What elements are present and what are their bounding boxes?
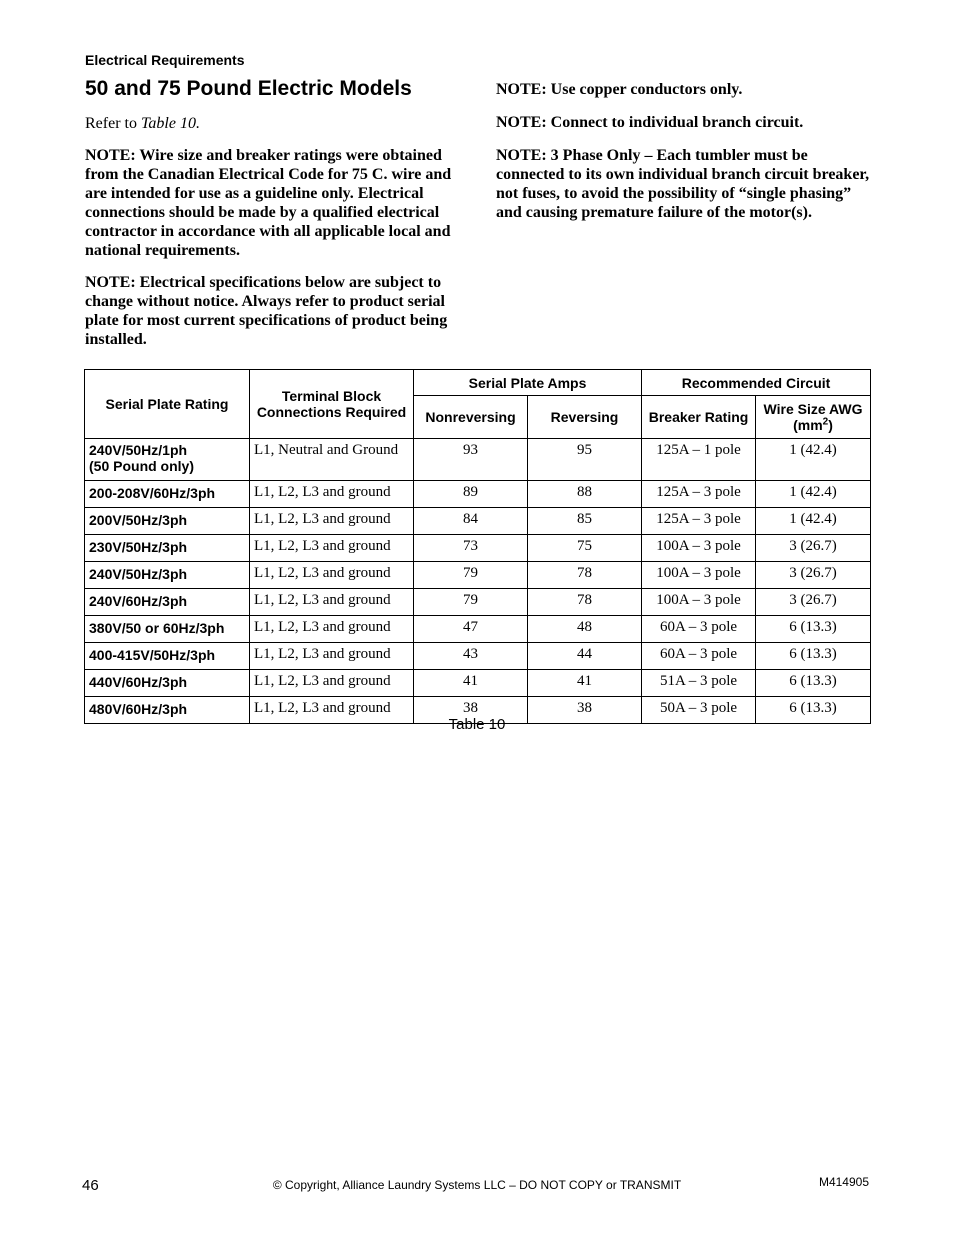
- nonreversing-cell: 89: [414, 481, 528, 508]
- breaker-rating-cell: 125A – 3 pole: [642, 481, 756, 508]
- table-row: [85, 562, 871, 589]
- reversing-cell: 41: [528, 670, 642, 697]
- terminal-block-cell: L1, L2, L3 and ground: [250, 643, 414, 670]
- terminal-block-cell: L1, L2, L3 and ground: [250, 562, 414, 589]
- copyright-notice: © Copyright, Alliance Laundry Systems LLC – DO NOT COPY or TRANSMIT: [272, 1178, 682, 1192]
- terminal-block-cell: L1, L2, L3 and ground: [250, 697, 414, 724]
- table-row: [85, 589, 871, 616]
- breaker-rating-cell: 51A – 3 pole: [642, 670, 756, 697]
- breaker-rating-cell: 125A – 3 pole: [642, 508, 756, 535]
- wire-size-superscript: 2: [822, 416, 829, 428]
- table-row: [85, 508, 871, 535]
- table-row: [85, 481, 871, 508]
- header-serial-plate-amps: Serial Plate Amps: [414, 370, 642, 396]
- wire-size-cell: 1 (42.4): [756, 439, 871, 481]
- nonreversing-cell: 84: [414, 508, 528, 535]
- serial-plate-rating-cell: 440V/60Hz/3ph: [85, 670, 250, 697]
- header-wire-size: [756, 396, 871, 439]
- table-caption: Table 10: [448, 716, 506, 733]
- specifications-note: NOTE: Electrical specifications below are subject to change without notice. Always refer to product serial plate for most current specifications of product being installed.: [85, 274, 448, 348]
- nonreversing-cell: 79: [414, 589, 528, 616]
- branch-circuit-note: NOTE: Connect to individual branch circuit.: [496, 114, 804, 131]
- nonreversing-cell: 38: [414, 697, 528, 724]
- breaker-rating-cell: 50A – 3 pole: [642, 697, 756, 724]
- wire-size-note: NOTE: Wire size and breaker ratings were obtained from the Canadian Electrical Code for 75 C. wire and are intended for use as a guideline only. Electrical connections should be made by a qualified electrical contractor in accordance with all applicable local and national requirements.: [85, 147, 452, 259]
- terminal-block-cell: L1, L2, L3 and ground: [250, 535, 414, 562]
- wire-size-cell: 3 (26.7): [756, 535, 871, 562]
- page-title: 50 and 75 Pound Electric Models: [85, 77, 412, 100]
- wire-size-cell: 6 (13.3): [756, 697, 871, 724]
- serial-plate-rating-cell: 380V/50 or 60Hz/3ph: [85, 616, 250, 643]
- reversing-cell: 78: [528, 562, 642, 589]
- breaker-rating-cell: 125A – 1 pole: [642, 439, 756, 481]
- wire-size-cell: 3 (26.7): [756, 562, 871, 589]
- table-reference: [85, 114, 455, 133]
- header-serial-plate-rating: Serial Plate Rating: [85, 370, 250, 439]
- nonreversing-cell: 43: [414, 643, 528, 670]
- header-terminal-block: Terminal Block Connections Required: [250, 370, 414, 439]
- left-column: [85, 114, 455, 362]
- nonreversing-cell: 73: [414, 535, 528, 562]
- copper-conductors-note: NOTE: Use copper conductors only.: [496, 81, 743, 98]
- reversing-cell: 75: [528, 535, 642, 562]
- reversing-cell: 85: [528, 508, 642, 535]
- rating-note: (50 Pound only): [89, 458, 194, 474]
- terminal-block-cell: L1, L2, L3 and ground: [250, 508, 414, 535]
- reversing-cell: 88: [528, 481, 642, 508]
- serial-plate-rating-cell: 240V/60Hz/3ph: [85, 589, 250, 616]
- section-label: Electrical Requirements: [85, 52, 245, 68]
- serial-plate-rating-cell: 480V/60Hz/3ph: [85, 697, 250, 724]
- terminal-block-cell: L1, L2, L3 and ground: [250, 670, 414, 697]
- reversing-cell: 48: [528, 616, 642, 643]
- terminal-block-cell: L1, Neutral and Ground: [250, 439, 414, 481]
- nonreversing-cell: 47: [414, 616, 528, 643]
- breaker-rating-cell: 60A – 3 pole: [642, 643, 756, 670]
- three-phase-note: NOTE: 3 Phase Only – Each tumbler must be connected to its own individual branch circuit breaker, not fuses, to avoid the possibility of “single phasing” and causing premature failure of the motor(s).: [496, 147, 870, 221]
- table-row: [85, 643, 871, 670]
- breaker-rating-cell: 60A – 3 pole: [642, 616, 756, 643]
- header-reversing: Reversing: [528, 396, 642, 439]
- nonreversing-cell: 79: [414, 562, 528, 589]
- serial-plate-rating-cell: 400-415V/50Hz/3ph: [85, 643, 250, 670]
- breaker-rating-cell: 100A – 3 pole: [642, 535, 756, 562]
- wire-size-cell: 6 (13.3): [756, 670, 871, 697]
- wire-size-cell: 6 (13.3): [756, 643, 871, 670]
- rating-value: 240V/50Hz/1ph: [89, 442, 188, 458]
- serial-plate-rating-cell: 200-208V/60Hz/3ph: [85, 481, 250, 508]
- nonreversing-cell: 41: [414, 670, 528, 697]
- terminal-block-cell: L1, L2, L3 and ground: [250, 616, 414, 643]
- wire-size-cell: 3 (26.7): [756, 589, 871, 616]
- electrical-spec-table: [84, 369, 871, 724]
- table-row: [85, 670, 871, 697]
- reversing-cell: 78: [528, 589, 642, 616]
- breaker-rating-cell: 100A – 3 pole: [642, 589, 756, 616]
- reversing-cell: 38: [528, 697, 642, 724]
- reversing-cell: 44: [528, 643, 642, 670]
- right-column: [496, 80, 874, 236]
- table-row: [85, 535, 871, 562]
- wire-size-cell: 6 (13.3): [756, 616, 871, 643]
- wire-size-label: Wire Size AWG (mm: [763, 401, 863, 433]
- table-row: [85, 439, 871, 481]
- terminal-block-cell: L1, L2, L3 and ground: [250, 481, 414, 508]
- header-breaker-rating: Breaker Rating: [642, 396, 756, 439]
- wire-size-cell: 1 (42.4): [756, 508, 871, 535]
- serial-plate-rating-cell: 200V/50Hz/3ph: [85, 508, 250, 535]
- reversing-cell: 95: [528, 439, 642, 481]
- header-nonreversing: Nonreversing: [414, 396, 528, 439]
- table-reference-link: Table 10.: [140, 115, 200, 132]
- serial-plate-rating-cell: [85, 439, 250, 481]
- breaker-rating-cell: 100A – 3 pole: [642, 562, 756, 589]
- wire-size-cell: 1 (42.4): [756, 481, 871, 508]
- document-code: M414905: [818, 1175, 869, 1189]
- terminal-block-cell: L1, L2, L3 and ground: [250, 589, 414, 616]
- nonreversing-cell: 93: [414, 439, 528, 481]
- serial-plate-rating-cell: 230V/50Hz/3ph: [85, 535, 250, 562]
- header-recommended-circuit: Recommended Circuit: [642, 370, 871, 396]
- wire-size-suffix: ): [828, 417, 833, 433]
- serial-plate-rating-cell: 240V/50Hz/3ph: [85, 562, 250, 589]
- table-row: [85, 616, 871, 643]
- refer-prefix: Refer to: [85, 115, 141, 132]
- page-number: 46: [82, 1177, 99, 1194]
